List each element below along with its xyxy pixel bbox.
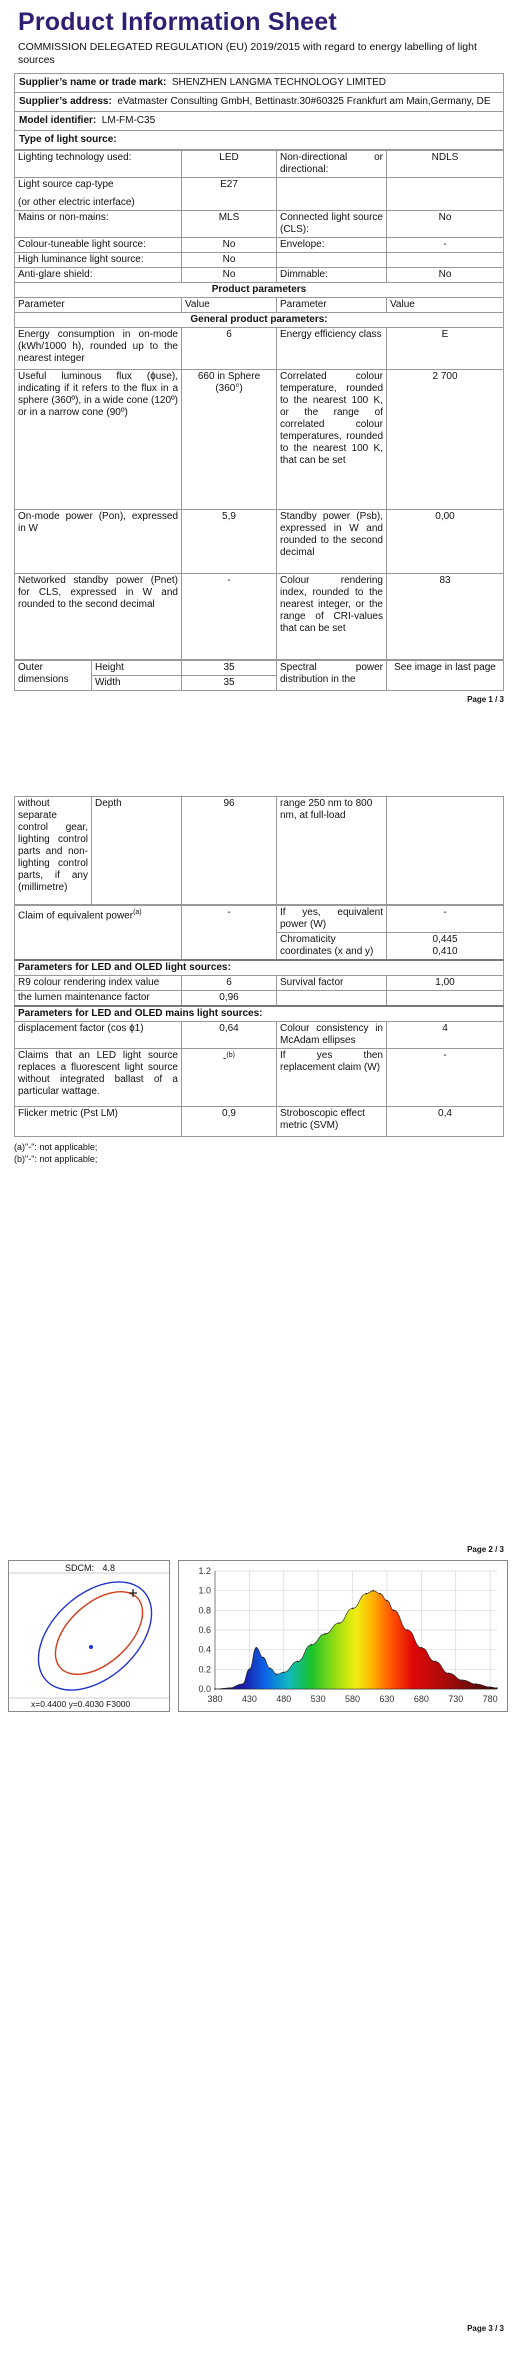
replacement-label: If yes then replacement claim (W) — [277, 1049, 387, 1107]
claim-sup: (a) — [133, 909, 142, 916]
spectrum-point — [269, 1668, 271, 1670]
ellipse-coords: x=0.4400 y=0.4030 F3000 — [31, 1699, 131, 1709]
type-table — [14, 150, 504, 660]
sdcm-ellipse-chart — [8, 1560, 170, 1712]
flicker-value: 0,9 — [182, 1107, 277, 1137]
model-label: Model identifier: — [19, 115, 97, 126]
lighting-tech-label: Lighting technology used: — [15, 151, 182, 178]
on-power-label: On-mode power (Pon), expressed in W — [18, 511, 178, 534]
spectrum-point — [255, 1647, 257, 1649]
outer-dims-label: Outer dimensions — [15, 661, 92, 691]
spectrum-point — [496, 1687, 498, 1689]
spectrum-xtick-label: 530 — [310, 1694, 326, 1704]
spectrum-xtick-label: 480 — [276, 1694, 292, 1704]
product-params-header: Product parameters — [15, 283, 504, 298]
page-number-1: Page 1 / 3 — [467, 695, 504, 704]
cri-value: 83 — [387, 574, 504, 660]
general-header: General product parameters: — [15, 313, 504, 328]
colour-tune-value: No — [182, 238, 277, 253]
cri-label: Colour rendering index, rounded to the nearest integer, or the range of CRI-values that can be set — [277, 574, 387, 660]
spectrum-point — [462, 1679, 464, 1681]
type-label: Type of light source: — [15, 131, 504, 150]
claim-value: - — [182, 906, 277, 961]
spectrum-ytick-label: 0.2 — [198, 1664, 211, 1675]
outer-dims-cont: without separate control gear, lighting control parts and non-lighting control parts, if any (millimetre) — [15, 797, 92, 905]
spectrum-xtick-label: 380 — [207, 1694, 223, 1704]
led-header: Parameters for LED and OLED light sources: — [15, 960, 504, 976]
inner-ellipse — [40, 1576, 157, 1690]
spectrum-point — [338, 1622, 340, 1624]
consistency-label: Colour consistency in McAdam ellipses — [277, 1022, 387, 1049]
cct-value: 2 700 — [387, 370, 504, 510]
spectrum-point — [214, 1688, 216, 1690]
supplier-address-label: Supplier’s address: — [19, 96, 112, 107]
spectrum-point — [297, 1661, 299, 1663]
flux-value: 660 in Sphere (360°) — [182, 370, 277, 510]
claims-led-sup: (b) — [226, 1052, 235, 1059]
cap-type-value: E27 — [182, 178, 277, 211]
energy-class-value: E — [387, 328, 504, 370]
outer-dims-table — [14, 660, 504, 691]
chroma-x: 0,445 — [432, 934, 458, 945]
model-identifier: LM-FM-C35 — [101, 115, 156, 126]
supplier-table — [14, 73, 504, 150]
spectrum-ytick-label: 0.6 — [198, 1625, 211, 1635]
energy-class-label: Energy efficiency class — [277, 328, 387, 370]
equiv-power-label: If yes, equivalent power (W) — [277, 906, 387, 933]
spectrum-area — [215, 1591, 497, 1689]
spectrum-point — [489, 1686, 491, 1688]
flicker-label: Flicker metric (Pst LM) — [15, 1107, 182, 1137]
sdcm-label: SDCM: — [65, 1563, 94, 1573]
replacement-value: - — [387, 1049, 504, 1107]
spectrum-xtick-label: 430 — [241, 1694, 257, 1704]
on-power-value: 5,9 — [182, 510, 277, 574]
spectral-value: See image in last page — [387, 661, 504, 691]
dimmable-label: Dimmable: — [277, 268, 387, 283]
standby-label: Standby power (Psb), expressed in W and rounded to the second decimal — [277, 510, 387, 574]
anti-glare-value: No — [182, 268, 277, 283]
standby-value: 0,00 — [387, 510, 504, 574]
cap-type-label: Light source cap-type — [18, 179, 114, 190]
col-value-2: Value — [387, 298, 504, 313]
supplier-name: SHENZHEN LANGMA TECHNOLOGY LIMITED — [171, 77, 386, 88]
consistency-value: 4 — [387, 1022, 504, 1049]
spectrum-chart — [178, 1560, 508, 1712]
spectral-label: Spectral power distribution in the — [277, 661, 387, 691]
directional-label: Non-directional or directional: — [277, 151, 387, 178]
spectrum-ytick-label: 1.2 — [198, 1566, 211, 1576]
page-number-3: Page 3 / 3 — [467, 2324, 504, 2333]
spectrum-point — [421, 1647, 423, 1649]
col-parameter: Parameter — [15, 298, 182, 313]
spectrum-ytick-label: 0.8 — [198, 1605, 211, 1616]
mains-value: MLS — [182, 211, 277, 238]
claims-led-value: - — [223, 1053, 227, 1065]
spectrum-point — [448, 1672, 450, 1674]
sdcm-value: 4.8 — [102, 1563, 116, 1573]
lighting-tech-value: LED — [182, 151, 277, 178]
energy-cons-value: 6 — [182, 328, 277, 370]
spectrum-ytick-label: 0.0 — [198, 1684, 211, 1694]
spectrum-point — [310, 1644, 312, 1646]
continued-table — [14, 796, 504, 905]
claims-led-label: Claims that an LED light source replaces a fluorescent light source without integrated ballast of a particular wattage. — [15, 1049, 182, 1107]
spectrum-xtick-label: 630 — [379, 1694, 395, 1704]
depth-label: Depth — [92, 797, 182, 905]
spectrum-xtick-label: 580 — [345, 1694, 361, 1704]
col-parameter-2: Parameter — [277, 298, 387, 313]
connected-value: No — [387, 211, 504, 238]
spectrum-point — [324, 1633, 326, 1635]
claim-label: Claim of equivalent power — [18, 910, 134, 922]
cct-label: Correlated colour temperature, rounded to the nearest 100 K, or the range of correlated colour temperatures, rounded to the nearest 100 K, that can be set — [277, 370, 387, 510]
height-label: Height — [92, 661, 182, 676]
survival-label: Survival factor — [277, 976, 387, 991]
spectrum-ytick-label: 1.0 — [198, 1585, 211, 1596]
spectrum-point — [407, 1629, 409, 1631]
spectrum-svg — [179, 1561, 507, 1711]
anti-glare-label: Anti-glare shield: — [15, 268, 182, 283]
flux-label: Useful luminous flux (ɸuse), indicating if it refers to the flux in a sphere (360º), in a wide cone (120º) or in a narrow cone (90º) — [15, 370, 182, 510]
colour-tune-label: Colour-tuneable light source: — [15, 238, 182, 253]
spectrum-xtick-label: 730 — [448, 1694, 464, 1704]
spectrum-point — [283, 1671, 285, 1673]
supplier-address: eVatmaster Consulting GmbH, Bettinastr.30#60325 Frankfurt am Main,Germany, DE — [117, 96, 491, 107]
spectrum-xtick-label: 680 — [413, 1694, 429, 1704]
spectrum-point — [242, 1683, 244, 1685]
spectrum-point — [352, 1608, 354, 1610]
lumen-maint-value: 0,96 — [182, 991, 277, 1007]
mains-label: Mains or non-mains: — [15, 211, 182, 238]
cap-type-label-2: (or other electric interface) — [18, 197, 135, 208]
spectrum-point — [386, 1600, 388, 1602]
spectrum-point — [393, 1610, 395, 1612]
lumen-maint-label: the lumen maintenance factor — [15, 991, 182, 1007]
width-label: Width — [92, 676, 182, 691]
outer-ellipse — [18, 1561, 169, 1711]
spectrum-point — [249, 1669, 251, 1671]
networked-label: Networked standby power (Pnet) for CLS, expressed in W and rounded to the second decimal — [15, 574, 182, 660]
high-lum-value: No — [182, 253, 277, 268]
survival-value: 1,00 — [387, 976, 504, 991]
directional-value: NDLS — [387, 151, 504, 178]
spectrum-point — [366, 1593, 368, 1595]
dimmable-value: No — [387, 268, 504, 283]
chroma-y: 0,410 — [432, 946, 458, 957]
spectrum-point — [228, 1687, 230, 1689]
strobo-value: 0,4 — [387, 1107, 504, 1137]
spectrum-xtick-label: 780 — [482, 1694, 498, 1704]
spectrum-point — [379, 1593, 381, 1595]
connected-label: Connected light source (CLS): — [277, 211, 387, 238]
spectrum-point — [434, 1661, 436, 1663]
equiv-power-value: - — [387, 906, 504, 933]
spectrum-ytick-label: 0.4 — [198, 1644, 211, 1655]
spectrum-point — [476, 1683, 478, 1685]
r9-value: 6 — [182, 976, 277, 991]
note-a: (a)"-": not applicable; — [14, 1142, 98, 1152]
energy-cons-label: Energy consumption in on-mode (kWh/1000 h), rounded up to the nearest integer — [15, 328, 182, 370]
r9-label: R9 colour rendering index value — [15, 976, 182, 991]
envelope-value: - — [387, 238, 504, 253]
networked-value: - — [182, 574, 277, 660]
regulation-text: COMMISSION DELEGATED REGULATION (EU) 2019/2015 with regard to energy labelling of light sources — [18, 41, 477, 66]
displacement-value: 0,64 — [182, 1022, 277, 1049]
width-value: 35 — [182, 676, 277, 691]
target-point — [89, 1645, 93, 1649]
strobo-label: Stroboscopic effect metric (SVM) — [277, 1107, 387, 1137]
displacement-label: displacement factor (cos ɸ1) — [15, 1022, 182, 1049]
chroma-label: Chromaticity coordinates (x and y) — [277, 933, 387, 961]
col-value: Value — [182, 298, 277, 313]
note-b: (b)"-": not applicable; — [14, 1154, 98, 1164]
spectrum-point — [372, 1590, 374, 1592]
page-number-2: Page 2 / 3 — [467, 1545, 504, 1554]
spectrum-point — [262, 1657, 264, 1659]
envelope-label: Envelope: — [277, 238, 387, 253]
height-value: 35 — [182, 661, 277, 676]
high-lum-label: High luminance light source: — [15, 253, 182, 268]
spectral-cont: range 250 nm to 800 nm, at full-load — [277, 797, 387, 905]
page-title: Product Information Sheet — [18, 8, 337, 36]
ellipse-plot — [9, 1561, 169, 1711]
spectrum-point — [276, 1673, 278, 1675]
mains-header: Parameters for LED and OLED mains light sources: — [15, 1006, 504, 1022]
depth-value: 96 — [182, 797, 277, 905]
supplier-name-label: Supplier’s name or trade mark: — [19, 77, 167, 88]
claim-table — [14, 905, 504, 1137]
